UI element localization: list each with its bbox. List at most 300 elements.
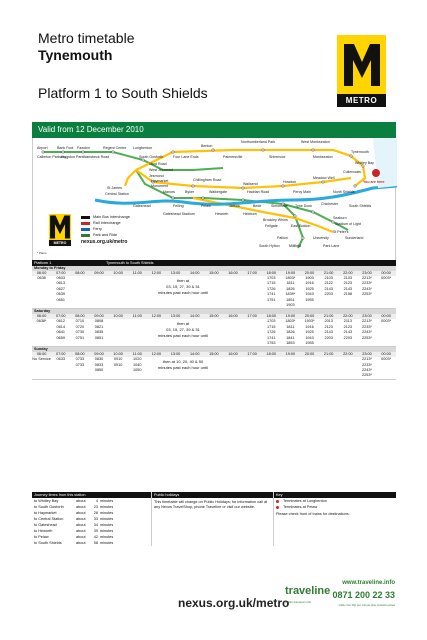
- departure-time: 1826: [286, 330, 295, 335]
- journey-cell: about: [76, 517, 86, 521]
- hour-cell: 17:00: [247, 314, 257, 319]
- departure-time: 1841: [286, 335, 295, 340]
- departure-time: 1839*: [285, 292, 296, 297]
- departure-time: 2123: [324, 324, 333, 329]
- journey-cell: to Gateshead: [34, 523, 57, 527]
- departure-time: 2158: [343, 292, 353, 297]
- departure-time: 2122: [324, 281, 333, 286]
- station-simonside: Simonside: [271, 204, 288, 208]
- journey-cell: to Whitley Bay: [34, 499, 59, 503]
- departure-time: 2213*: [361, 276, 372, 280]
- departure-time: [243, 303, 262, 308]
- hour-cell: 00:00: [381, 314, 391, 319]
- departure-time: 1040: [133, 362, 142, 367]
- traveline-phone[interactable]: 0871 200 22 33: [332, 590, 395, 600]
- departure-time: [147, 373, 166, 378]
- departure-time: 0808: [94, 319, 104, 324]
- departure-time: 2213*: [361, 319, 372, 324]
- key-title: Key: [274, 492, 396, 498]
- station-wansbeck: Wansbeck Road: [83, 155, 110, 159]
- hour-cell: 21:00: [323, 352, 334, 357]
- map-url[interactable]: nexus.org.uk/metro: [81, 239, 128, 245]
- departure-time: [185, 303, 204, 308]
- map-metro-logo-text: METRO: [49, 240, 71, 246]
- ferry-icon: [81, 228, 90, 231]
- station-fawdon: Fawdon: [77, 146, 90, 150]
- departure-time: [243, 341, 262, 346]
- journey-cell: 23: [93, 505, 98, 509]
- station-monument: Monument: [151, 184, 168, 188]
- route-label: Tynemouth to South Shields: [106, 261, 154, 265]
- station-seaburn: Seaburn: [333, 216, 347, 220]
- departure-time: 0910: [113, 362, 123, 367]
- hour-cell: 08:00: [75, 314, 85, 319]
- departure-time: 2123: [343, 281, 353, 286]
- departure-time: 2253*: [361, 373, 372, 378]
- station-monkseaton: Monkseaton: [313, 155, 333, 159]
- departure-time: 0603: [56, 276, 65, 280]
- times-grid: [32, 357, 396, 380]
- departure-time: 1715: [267, 281, 276, 286]
- frequency-line: then at: [176, 278, 190, 283]
- departure-time: [204, 303, 223, 308]
- footer-url[interactable]: nexus.org.uk/metro: [178, 596, 290, 610]
- hour-cell: 20:00: [304, 352, 315, 357]
- hour-cell: 07:00: [55, 352, 66, 357]
- station-west-monkseaton: West Monkseaton: [301, 140, 330, 144]
- time-row: [32, 341, 396, 346]
- departure-time: 1943: [305, 292, 314, 297]
- day-section-title: Saturday: [32, 309, 396, 314]
- departure-time: [128, 303, 147, 308]
- departure-time: No Service: [32, 357, 51, 362]
- departure-time: 0835: [94, 330, 104, 335]
- network-map: [32, 138, 396, 260]
- journey-times: [32, 492, 152, 546]
- journey-cell: to South Shields: [34, 541, 62, 545]
- station-south-shields: South Shields: [349, 204, 372, 208]
- journey-cell: 42: [93, 535, 98, 539]
- journey-cell: minutes: [100, 535, 114, 539]
- station-st-peters: St Peter's: [333, 230, 349, 234]
- hour-cell: 18:00: [266, 352, 277, 357]
- station-north-shields: North Shields: [333, 190, 355, 194]
- departure-time: 2123: [343, 324, 353, 329]
- timetable-title: Metro timetable: [38, 30, 135, 46]
- departure-time: 1916: [305, 281, 314, 286]
- public-holidays: [152, 492, 274, 546]
- hour-cell: 07:00: [55, 314, 66, 319]
- station-chillingham: Chillingham Road: [193, 178, 222, 182]
- hour-cell: 23:00: [362, 271, 372, 275]
- departure-time: 2113: [343, 319, 352, 324]
- journey-cell: to Pelaw: [34, 535, 49, 539]
- departure-time: [166, 341, 185, 346]
- departure-time: [377, 341, 396, 346]
- journey-cell: minutes: [100, 529, 114, 533]
- traveline-small: Calls cost 10p per minute plus network extras: [338, 603, 395, 607]
- you-are-here-label: You are here: [363, 180, 385, 184]
- hour-cell: 11:00: [132, 271, 142, 275]
- timetable: [32, 260, 396, 380]
- hour-cell: 22:00: [343, 271, 353, 275]
- departure-time: 1050: [133, 368, 142, 373]
- metro-logo: [337, 35, 386, 107]
- journey-cell: to Central Station: [34, 517, 64, 521]
- departure-time: 1903: [286, 302, 295, 307]
- journey-cell: about: [76, 499, 86, 503]
- station-jesmond: Jesmond: [149, 174, 164, 178]
- hour-cell: 19:00: [285, 314, 296, 319]
- journey-cell: minutes: [100, 505, 114, 509]
- station-longbenton: Longbenton: [133, 146, 152, 150]
- departure-time: [147, 341, 166, 346]
- dagger-icon: [276, 506, 279, 509]
- hour-cell: 00:00: [381, 352, 391, 357]
- hour-cell: 12:00: [151, 271, 162, 275]
- departure-time: 2013: [324, 319, 333, 324]
- station-south-gosforth: South Gosforth: [139, 155, 164, 159]
- departure-time: 2143: [324, 286, 333, 291]
- departure-time: [166, 303, 185, 308]
- journey-cell: 28: [93, 511, 98, 515]
- hour-cell: 15:00: [209, 352, 219, 357]
- hour-cell: 09:00: [94, 271, 104, 275]
- timetable-sections: [32, 266, 396, 380]
- traveline-logo: traveline: [285, 585, 331, 597]
- departure-time: [185, 373, 204, 378]
- valid-from-bar: Valid from 12 December 2010: [32, 122, 396, 138]
- journey-cell: about: [76, 505, 86, 509]
- station-kingston-park: Kingston Park: [61, 155, 84, 159]
- station-manors: Manors: [163, 190, 175, 194]
- journey-cell: 58: [93, 541, 98, 545]
- hour-cell: 15:00: [209, 271, 219, 275]
- hour-cell: 14:00: [189, 314, 200, 319]
- departure-time: [319, 373, 338, 378]
- departure-time: [185, 341, 204, 346]
- journey-row: [32, 540, 151, 546]
- station-benton: Benton: [201, 144, 213, 148]
- departure-time: 2233*: [361, 324, 372, 329]
- station-palmersville: Palmersville: [223, 155, 243, 159]
- station-east-boldon: East Boldon: [291, 224, 311, 228]
- info-row: [32, 492, 396, 546]
- departure-time: 1803*: [285, 319, 296, 324]
- departure-time: [223, 303, 242, 308]
- departure-time: 0638: [37, 276, 46, 280]
- hour-cell: 09:00: [94, 314, 104, 319]
- departure-time: [89, 341, 108, 346]
- hour-cell: 12:00: [151, 352, 162, 357]
- departure-time: [377, 373, 396, 378]
- departure-time: 2203: [324, 292, 333, 297]
- departure-time: 0627: [56, 286, 65, 291]
- departure-time: [109, 303, 128, 308]
- departure-time: 2243*: [361, 368, 372, 373]
- departure-time: 0612: [56, 319, 65, 324]
- departure-time: 0821: [94, 324, 104, 329]
- frequency-note: [128, 359, 238, 371]
- departure-time: [32, 373, 51, 378]
- departure-time: [70, 373, 89, 378]
- departure-time: 2243*: [361, 286, 372, 291]
- departure-time: 0833: [94, 362, 104, 367]
- departure-time: 0613: [56, 281, 65, 286]
- station-bank-foot: Bank Foot: [57, 146, 74, 150]
- map-metro-m-icon: [49, 214, 71, 240]
- legend-item: [81, 232, 130, 238]
- hour-cell: 11:00: [132, 314, 142, 319]
- departure-time: 1925: [305, 330, 314, 335]
- departure-time: 1753: [267, 340, 276, 345]
- departure-time: [338, 303, 357, 308]
- departure-time: 1020: [133, 357, 142, 362]
- public-holidays-title: Public holidays: [152, 492, 273, 498]
- legend-label: Ferry: [93, 227, 102, 231]
- departure-time: [223, 341, 242, 346]
- station-gateshead-stadium: Gateshead Stadium: [163, 212, 195, 216]
- departure-time: 0751: [75, 335, 85, 340]
- frequency-line: minutes past each hour until: [157, 333, 209, 339]
- hour-cell: 10:00: [113, 352, 123, 357]
- key-label: Terminates at Pelaw: [283, 505, 318, 509]
- departure-time: 0003*: [381, 357, 392, 362]
- frequency-line: then at: [176, 321, 190, 327]
- hour-cell: 17:00: [247, 271, 257, 275]
- hour-cell: 16:00: [228, 271, 238, 275]
- station-pallion: Pallion: [277, 236, 288, 240]
- departure-time: 1741: [267, 292, 276, 297]
- departure-time: [51, 303, 70, 308]
- departure-time: [109, 341, 128, 346]
- station-fellgate: Fellgate: [265, 224, 278, 228]
- departure-time: [223, 373, 242, 378]
- hour-cell: 23:00: [362, 352, 372, 357]
- departure-time: [319, 341, 338, 346]
- station-shiremoor: Shiremoor: [269, 155, 286, 159]
- departure-time: 1726: [267, 330, 276, 335]
- journey-cell: minutes: [100, 511, 114, 515]
- departure-time: [128, 341, 147, 346]
- station-sunderland: Sunderland: [345, 236, 364, 240]
- station-university: University: [313, 236, 329, 240]
- traveline-sub: public transport info: [285, 600, 312, 604]
- hour-cell: 21:00: [323, 314, 334, 319]
- hour-cell: 06:00: [36, 271, 47, 275]
- hour-cell: 07:00: [55, 271, 66, 275]
- legend-label: Main Bus Interchange: [93, 215, 130, 219]
- traveline-web[interactable]: www.traveline.info: [342, 580, 395, 586]
- platform-heading: Platform 1 to South Shields: [38, 85, 208, 101]
- hour-cell: 00:00: [381, 271, 391, 275]
- departure-time: 2243*: [361, 330, 372, 335]
- station-percy-main: Percy Main: [293, 190, 311, 194]
- journey-cell: to Haymarket: [34, 511, 57, 515]
- departure-time: 2103: [324, 276, 333, 280]
- departure-time: 1811: [286, 281, 295, 286]
- journey-cell: 34: [93, 523, 98, 527]
- journey-cell: 33: [93, 517, 98, 521]
- hour-cell: 15:00: [209, 314, 219, 319]
- departure-time: [70, 303, 89, 308]
- departure-time: [300, 303, 319, 308]
- departure-time: 1903: [305, 276, 314, 280]
- station-felling: Felling: [173, 204, 184, 208]
- departure-time: [51, 341, 70, 346]
- hour-cell: 06:00: [36, 352, 47, 357]
- hour-cell: 21:00: [323, 271, 334, 275]
- key-section: [274, 492, 396, 546]
- hour-cell: 11:00: [132, 352, 142, 357]
- frequency-note: [128, 321, 238, 339]
- departure-time: 0659: [56, 335, 65, 340]
- departure-time: 0614: [56, 324, 65, 329]
- station-west-jesmond: West Jesmond: [149, 168, 173, 172]
- departure-time: [70, 341, 89, 346]
- departure-time: 1826: [286, 286, 295, 291]
- hour-cell: 23:00: [362, 314, 372, 319]
- station-walkergate: Walkergate: [209, 190, 228, 194]
- station-tynemouth: Tynemouth: [351, 150, 369, 154]
- departure-time: [262, 303, 281, 308]
- departure-time: [281, 373, 300, 378]
- departure-time: 0638*: [36, 319, 47, 324]
- departure-time: 1925: [305, 286, 314, 291]
- station-wallsend: Wallsend: [243, 182, 258, 186]
- departure-time: 2143: [343, 330, 353, 335]
- frequency-line: 03, 15, 27, 39 & 51: [166, 284, 200, 289]
- departure-time: 0651: [56, 297, 65, 302]
- departure-time: 2143: [324, 330, 333, 335]
- departure-time: [204, 341, 223, 346]
- hour-cell: 17:00: [247, 352, 257, 357]
- departure-time: [166, 373, 185, 378]
- hour-cell: 18:00: [266, 314, 277, 319]
- day-section-title: Monday to Friday: [32, 266, 396, 271]
- frequency-note: [128, 278, 238, 296]
- station-gateshead: Gateshead: [133, 204, 151, 208]
- station-chichester: Chichester: [321, 202, 339, 206]
- hour-cell: 08:00: [75, 352, 85, 357]
- hour-cell: 14:00: [189, 271, 200, 275]
- station-bede: Bede: [253, 204, 262, 208]
- departure-time: [128, 373, 147, 378]
- departure-time: [51, 373, 70, 378]
- time-row: [32, 373, 396, 378]
- legend-label: Park and Ride: [93, 233, 118, 237]
- station-park-lane: Park Lane: [323, 244, 340, 248]
- departure-time: 0003*: [381, 276, 392, 280]
- hour-cell: 13:00: [170, 271, 181, 275]
- departure-time: 1741: [267, 335, 276, 340]
- journey-cell: 4: [95, 499, 98, 503]
- station-central: Central Station: [105, 192, 129, 196]
- departure-time: 2233*: [361, 362, 372, 367]
- departure-time: 1955: [305, 340, 314, 345]
- departure-time: [109, 373, 128, 378]
- departure-time: 0633: [56, 357, 65, 362]
- departure-time: [147, 303, 166, 308]
- departure-time: 1903*: [304, 319, 315, 324]
- journey-cell: minutes: [100, 499, 114, 503]
- metro-m-icon: [337, 35, 386, 95]
- hour-cell: 18:00: [266, 271, 277, 275]
- platform-label: Platform 1: [34, 261, 52, 265]
- asterisk-icon: [276, 500, 279, 503]
- departure-time: 2143: [343, 286, 353, 291]
- hour-cell: 19:00: [285, 271, 296, 275]
- station-south-hylton: South Hylton: [259, 244, 280, 248]
- public-holidays-text: This timetable will change on Public Holidays; for information call at any Nexus TravelShop, phone Traveline or visit our website.: [154, 500, 268, 509]
- station-stadium-of-light: Stadium of Light: [335, 222, 361, 226]
- departure-time: 1943: [305, 335, 314, 340]
- station-brockley-whins: Brockley Whins: [263, 218, 288, 222]
- departure-time: 1955: [305, 297, 314, 302]
- departure-time: [32, 303, 51, 308]
- hour-cell: 22:00: [343, 314, 353, 319]
- times-grid: [32, 319, 396, 347]
- station-millfield: Millfield: [289, 244, 301, 248]
- hour-cell: 10:00: [113, 271, 123, 275]
- hour-cell: 20:00: [304, 314, 315, 319]
- time-row: [32, 303, 396, 308]
- departure-time: 2213*: [361, 357, 372, 362]
- departure-time: [319, 303, 338, 308]
- journey-cell: about: [76, 529, 86, 533]
- departure-time: [300, 373, 319, 378]
- departure-time: 1803*: [285, 276, 296, 280]
- map-legend: [81, 214, 130, 238]
- departure-time: 0720: [75, 324, 85, 329]
- map-metro-logo: [49, 214, 71, 246]
- hour-cell: 10:00: [113, 314, 123, 319]
- title-block: [38, 30, 134, 64]
- frequency-line: minutes past each hour until: [157, 365, 209, 371]
- departure-time: 0851: [94, 335, 104, 340]
- station-callerton: Callerton Parkway: [37, 155, 67, 159]
- journey-times-list: [32, 498, 151, 546]
- station-tyne-dock: Tyne Dock: [295, 204, 312, 208]
- departure-time: 0641: [56, 330, 65, 335]
- departure-time: 1726: [267, 286, 276, 291]
- departure-time: 0830: [94, 357, 104, 362]
- hour-cell: 06:00: [36, 314, 47, 319]
- station-northumberland-park: Northumberland Park: [241, 140, 276, 144]
- station-hebburn: Hebburn: [243, 212, 257, 216]
- departure-time: [262, 373, 281, 378]
- departure-time: 1715: [267, 324, 276, 329]
- journey-times-title: Journey times from this station: [32, 492, 151, 498]
- departure-time: 2203: [324, 335, 333, 340]
- departure-time: [204, 373, 223, 378]
- departure-time: 1751: [267, 297, 276, 302]
- departure-time: 0850: [94, 368, 104, 373]
- departure-time: 2253*: [361, 335, 372, 340]
- times-grid: [32, 276, 396, 309]
- departure-time: [89, 303, 108, 308]
- station-ilford: Ilford Road: [149, 162, 167, 166]
- departure-time: 0710: [75, 319, 85, 324]
- departure-time: 0910: [113, 357, 123, 362]
- key-label: Terminates at Longbenton: [283, 499, 327, 503]
- frequency-line: minutes past each hour until: [157, 290, 209, 295]
- frequency-line: then at 10, 20, 40 & 50: [162, 359, 204, 365]
- journey-cell: about: [76, 541, 86, 545]
- rail-interchange-icon: [81, 222, 90, 225]
- hour-cell: 13:00: [170, 314, 181, 319]
- journey-cell: minutes: [100, 517, 114, 521]
